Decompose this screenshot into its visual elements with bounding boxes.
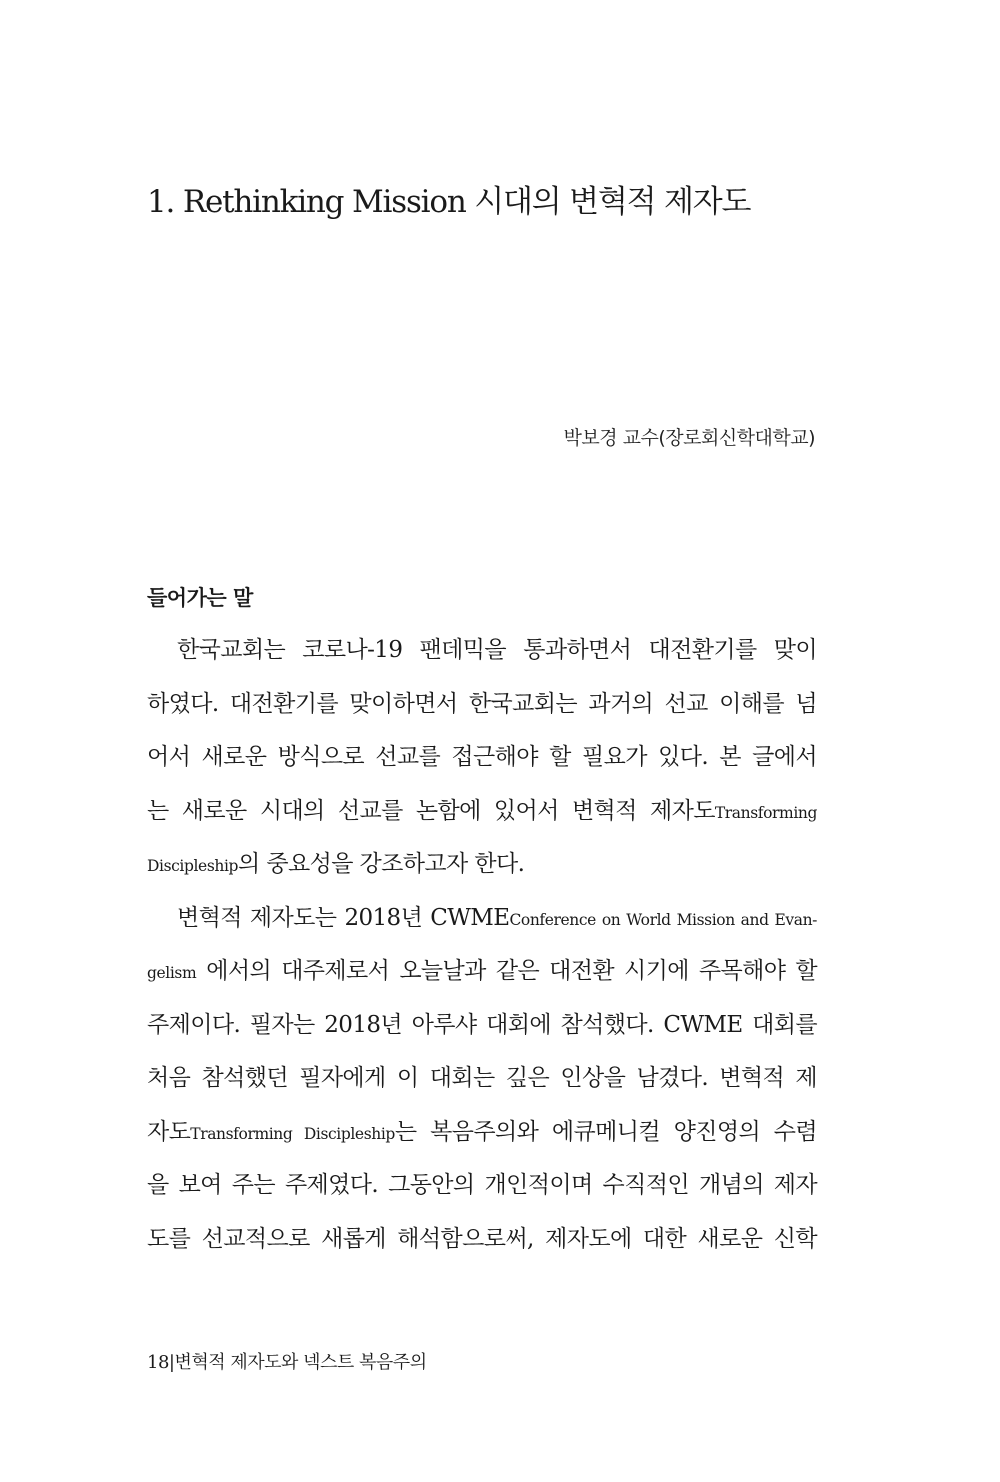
english-term: Conference on World Mission and Evan- bbox=[509, 910, 818, 929]
body-text-span: 변혁적 제자도는 2018년 CWME bbox=[177, 904, 510, 931]
body-text bbox=[147, 624, 817, 1266]
chapter-title: 1. Rethinking Mission 시대의 변혁적 제자도 bbox=[147, 184, 751, 220]
body-text-span: 에서의 대주제로서 오늘날과 같은 대전환 시기에 주목해야 할 bbox=[196, 958, 817, 984]
body-line bbox=[147, 838, 817, 892]
body-line: 하였다. 대전환기를 맞이하면서 한국교회는 과거의 선교 이해를 넘 bbox=[147, 690, 817, 717]
body-line: 을 보여 주는 주제였다. 그동안의 개인적이며 수직적인 개념의 제자 bbox=[147, 1172, 817, 1198]
body-text-span: 의 중요성을 강조하고자 한다. bbox=[238, 851, 525, 877]
body-line: 주제이다. 필자는 2018년 아루샤 대회에 참석했다. CWME 대회를 bbox=[147, 1011, 817, 1038]
body-text-span: 는 복음주의와 에큐메니컬 양진영의 수렴 bbox=[394, 1118, 817, 1145]
body-line bbox=[147, 785, 817, 839]
english-term: Transforming bbox=[714, 803, 817, 822]
author-line: 박보경 교수(장로회신학대학교) bbox=[563, 427, 815, 449]
body-line: 어서 새로운 방식으로 선교를 접근해야 할 필요가 있다. 본 글에서 bbox=[147, 744, 817, 770]
body-text-span: 자도 bbox=[147, 1118, 191, 1145]
english-term: Transforming Discipleship bbox=[190, 1124, 395, 1143]
running-title: 변혁적 제자도와 넥스트 복음주의 bbox=[174, 1352, 427, 1373]
page-number: 18 bbox=[147, 1352, 169, 1373]
body-line: 한국교회는 코로나-19 팬데믹을 통과하면서 대전환기를 맞이 bbox=[177, 637, 817, 663]
footer-separator: | bbox=[168, 1352, 175, 1373]
section-heading: 들어가는 말 bbox=[147, 586, 253, 610]
body-line: 도를 선교적으로 새롭게 해석함으로써, 제자도에 대한 새로운 신학 bbox=[147, 1225, 817, 1252]
english-term: gelism bbox=[147, 964, 197, 982]
body-text-span: 는 새로운 시대의 선교를 논함에 있어서 변혁적 제자도 bbox=[147, 797, 715, 824]
body-line bbox=[147, 892, 817, 946]
page-footer bbox=[147, 1348, 427, 1374]
body-line bbox=[147, 945, 817, 999]
english-term: Discipleship bbox=[147, 857, 239, 875]
body-line bbox=[147, 1106, 817, 1160]
body-line: 처음 참석했던 필자에게 이 대회는 깊은 인상을 남겼다. 변혁적 제 bbox=[147, 1065, 817, 1091]
